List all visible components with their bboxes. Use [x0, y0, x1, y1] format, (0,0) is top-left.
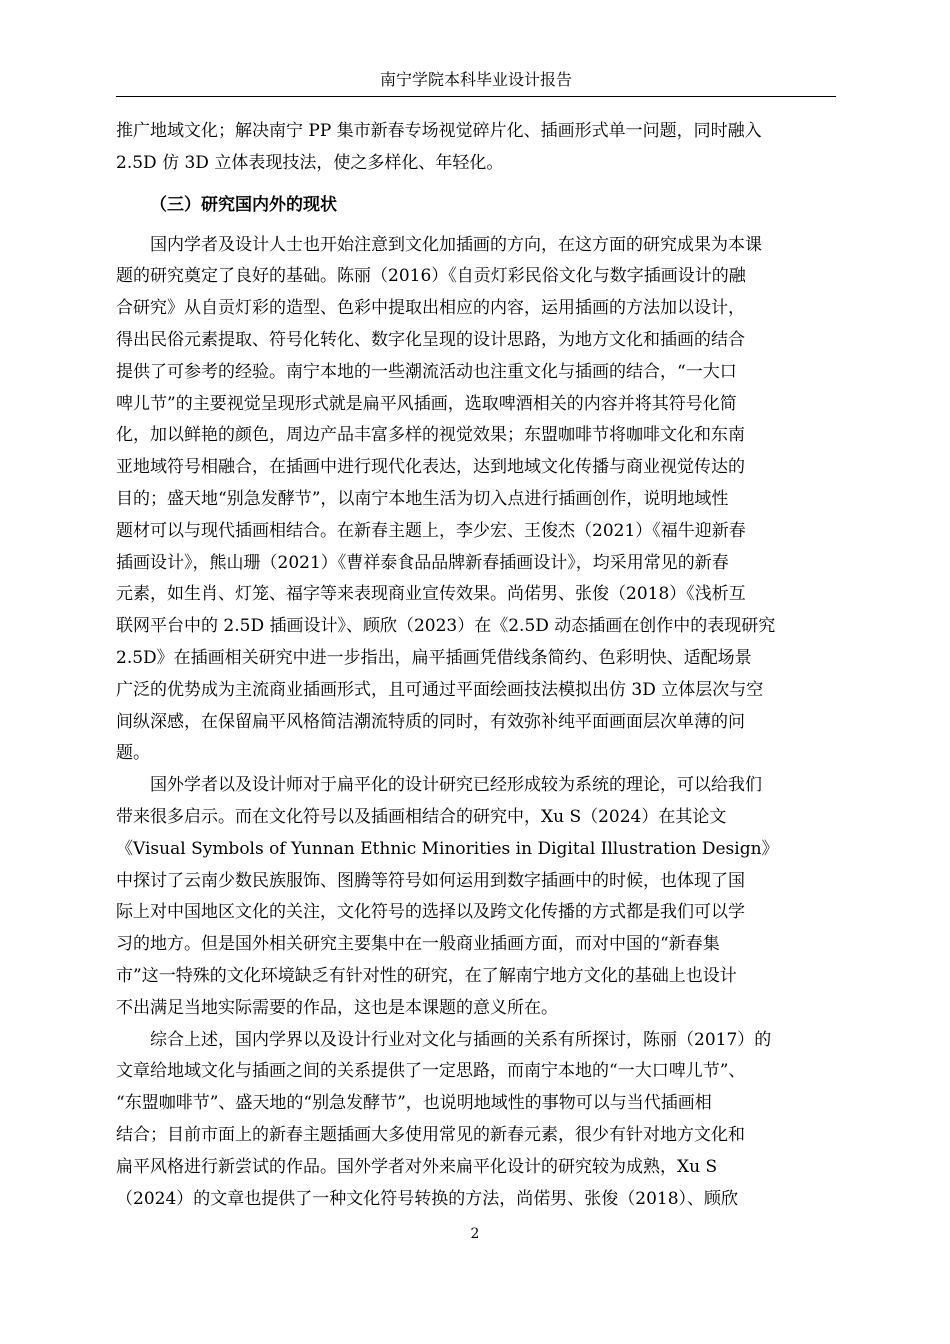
text-line: 亚地域符号相融合，在插画中进行现代化表达，达到地域文化传播与商业视觉传达的	[116, 457, 745, 478]
text-line: 联网平台中的 2.5D 插画设计》、顾欣（2023）在《2.5D 动态插画在创作中的表现研究	[116, 616, 776, 637]
text-line: 目的；盛天地“别急发酵节”，以南宁本地生活为切入点进行插画创作，说明地域性	[116, 488, 729, 509]
document-body	[116, 116, 836, 1215]
text-line: 化，加以鲜艳的颜色，周边产品丰富多样的视觉效果；东盟咖啡节将咖啡文化和东南	[116, 425, 745, 446]
text-line: （2024）的文章也提供了一种文化符号转换的方法，尚偌男、张俊（2018）、顾欣	[116, 1188, 739, 1209]
text-line: 题的研究奠定了良好的基础。陈丽（2016）《自贡灯彩民俗文化与数字插画设计的融	[116, 266, 746, 287]
text-line: 题。	[116, 743, 150, 764]
header-title: 南宁学院本科毕业设计报告	[379, 70, 572, 89]
text-line: 扁平风格进行新尝试的作品。国外学者对外来扁平化设计的研究较为成熟，Xu S	[116, 1156, 718, 1177]
text-line: 文章给地域文化与插画之间的关系提供了一定思路，而南宁本地的“一大口啤儿节”、	[116, 1061, 746, 1082]
section-heading: （三）研究国内外的现状	[150, 194, 337, 215]
text-line: 广泛的优势成为主流商业插画形式，且可通过平面绘画技法模拟出仿 3D 立体层次与空	[116, 679, 764, 700]
text-line: 国内学者及设计人士也开始注意到文化加插画的方向，在这方面的研究成果为本课	[116, 234, 762, 255]
text-line: 综合上述，国内学界以及设计行业对文化与插画的关系有所探讨，陈丽（2017）的	[116, 1029, 772, 1050]
text-line: 提供了可参考的经验。南宁本地的一些潮流活动也注重文化与插画的结合，“一大口	[116, 361, 737, 382]
text-line: 合研究》从自贡灯彩的造型、色彩中提取出相应的内容，运用插画的方法加以设计，	[116, 298, 745, 319]
text-line: 结合；目前市面上的新春主题插画大多使用常见的新春元素，很少有针对地方文化和	[116, 1124, 745, 1145]
body-paragraph	[116, 230, 836, 771]
paragraphs-container	[116, 230, 836, 1216]
text-line: 际上对中国地区文化的关注，文化符号的选择以及跨文化传播的方式都是我们可以学	[116, 902, 745, 923]
page-number: 2	[470, 1226, 480, 1242]
page-header	[116, 70, 836, 97]
text-line: 题材可以与现代插画相结合。在新春主题上，李少宏、王俊杰（2021）《福牛迎新春	[116, 520, 746, 541]
body-paragraph	[116, 770, 836, 1024]
text-line: 推广地域文化；解决南宁 PP 集市新春专场视觉碎片化、插画形式单一问题，同时融入	[116, 121, 762, 141]
text-line: 啤儿节”的主要视觉呈现形式就是扁平风插画，选取啤酒相关的内容并将其符号化简	[116, 393, 737, 414]
text-line: 习的地方。但是国外相关研究主要集中在一般商业插画方面，而对中国的“新春集	[116, 934, 720, 955]
text-line: 带来很多启示。而在文化符号以及插画相结合的研究中，Xu S（2024）在其论文	[116, 806, 727, 827]
intro-paragraph	[116, 116, 836, 180]
text-line: 得出民俗元素提取、符号化转化、数字化呈现的设计思路，为地方文化和插画的结合	[116, 329, 745, 350]
text-line: 元素，如生肖、灯笼、福字等来表现商业宣传效果。尚偌男、张俊（2018）《浅析互	[116, 584, 746, 605]
text-line: 《Visual Symbols of Yunnan Ethnic Minorities in Digital Illustration Design》	[116, 838, 779, 859]
text-line: 2.5D》在插画相关研究中进一步指出，扁平插画凭借线条简约、色彩明快、适配场景	[116, 647, 752, 668]
text-line: 插画设计》，熊山珊（2021）《曹祥泰食品品牌新春插画设计》，均采用常见的新春	[116, 552, 729, 573]
text-line: 不出满足当地实际需要的作品，这也是本课题的意义所在。	[116, 997, 558, 1018]
text-line: 2.5D 仿 3D 立体表现技法，使之多样化、年轻化。	[116, 152, 504, 173]
text-line: 间纵深感，在保留扁平风格简洁潮流特质的同时，有效弥补纯平面画面层次单薄的问	[116, 711, 745, 732]
text-line: 市”这一特殊的文化环境缺乏有针对性的研究，在了解南宁地方文化的基础上也设计	[116, 965, 737, 986]
body-paragraph	[116, 1025, 836, 1216]
text-line: 中探讨了云南少数民族服饰、图腾等符号如何运用到数字插画中的时候，也体现了国	[116, 870, 745, 891]
text-line: “东盟咖啡节”、盛天地的“别急发酵节”，也说明地域性的事物可以与当代插画相	[116, 1093, 712, 1114]
text-line: 国外学者以及设计师对于扁平化的设计研究已经形成较为系统的理论，可以给我们	[116, 775, 762, 796]
